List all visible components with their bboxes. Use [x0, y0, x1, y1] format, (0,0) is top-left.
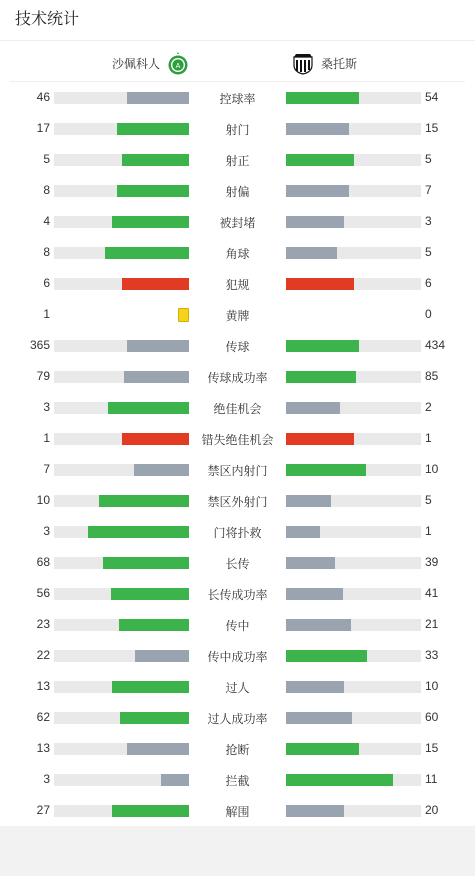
stat-row — [0, 82, 475, 113]
home-stat-bar-fill — [119, 619, 189, 631]
stat-label: 解围 — [225, 805, 250, 819]
away-stat-value: 0 — [425, 307, 432, 321]
home-stat-value: 5 — [43, 152, 50, 166]
home-stat-value: 1 — [43, 307, 50, 321]
home-stat-bar-fill — [99, 495, 189, 507]
stat-row — [0, 268, 475, 299]
stat-label: 门将扑救 — [213, 526, 262, 540]
away-stat-value: 39 — [425, 555, 439, 569]
home-stat-value: 7 — [43, 462, 50, 476]
away-stat-bar-fill — [286, 185, 349, 197]
away-stat-bar — [286, 154, 421, 166]
away-stat-bar — [286, 588, 421, 600]
home-stat-value: 3 — [43, 772, 50, 786]
away-stat-value: 85 — [425, 369, 439, 383]
stat-label: 传中 — [225, 619, 250, 633]
stat-label: 禁区内射门 — [207, 464, 268, 478]
away-stat-value: 11 — [425, 772, 438, 786]
home-stat-bar-fill — [122, 278, 190, 290]
away-stat-bar-fill — [286, 526, 320, 538]
home-stat-value: 46 — [36, 90, 50, 104]
home-stat-value: 56 — [36, 586, 50, 600]
stat-row — [0, 764, 475, 795]
away-stat-bar-fill — [286, 495, 331, 507]
away-stat-value: 41 — [425, 586, 439, 600]
home-stat-value: 79 — [36, 369, 50, 383]
home-team[interactable] — [112, 51, 190, 75]
stat-label: 过人 — [225, 681, 250, 695]
stat-row — [0, 144, 475, 175]
away-stat-bar-fill — [286, 805, 344, 817]
santos-crest-icon — [291, 51, 315, 75]
stat-row — [0, 609, 475, 640]
away-stat-bar-fill — [286, 588, 343, 600]
chapecoense-crest-icon — [166, 51, 190, 75]
away-stat-bar-fill — [286, 464, 366, 476]
home-stat-value: 13 — [36, 741, 50, 755]
home-stat-bar — [54, 340, 189, 352]
stat-row — [0, 299, 475, 330]
away-team[interactable] — [291, 51, 357, 75]
away-stat-bar-fill — [286, 712, 352, 724]
away-stat-bar — [286, 619, 421, 631]
home-stat-bar — [54, 247, 189, 259]
away-stat-value: 3 — [425, 214, 432, 228]
away-stat-value: 5 — [425, 245, 432, 259]
away-stat-bar-fill — [286, 557, 335, 569]
home-stat-value: 365 — [29, 338, 50, 352]
home-team-name: 沙佩科人 — [111, 56, 160, 71]
home-stat-bar-fill — [117, 185, 189, 197]
home-stat-bar-fill — [112, 805, 189, 817]
away-stat-value: 7 — [425, 183, 432, 197]
stat-label: 控球率 — [219, 92, 256, 106]
home-stat-bar — [54, 433, 189, 445]
stat-row — [0, 113, 475, 144]
home-stat-bar — [54, 92, 189, 104]
away-stat-bar — [286, 92, 421, 104]
away-stat-bar-fill — [286, 154, 354, 166]
stat-row — [0, 330, 475, 361]
home-stat-bar-fill — [135, 650, 189, 662]
stat-label: 传球 — [225, 340, 250, 354]
home-stat-bar — [54, 278, 189, 290]
away-stat-value: 10 — [425, 462, 439, 476]
away-stat-value: 5 — [425, 152, 432, 166]
away-stat-bar — [286, 774, 421, 786]
away-stat-bar-fill — [286, 774, 393, 786]
away-stat-value: 60 — [425, 710, 439, 724]
away-stat-bar-fill — [286, 743, 359, 755]
away-stat-value: 6 — [425, 276, 432, 290]
home-stat-bar-fill — [124, 371, 189, 383]
stat-row — [0, 361, 475, 392]
home-stat-bar — [54, 650, 189, 662]
stat-row — [0, 733, 475, 764]
home-stat-bar-fill — [117, 123, 189, 135]
home-stat-value: 22 — [36, 648, 50, 662]
stat-label: 黄牌 — [225, 309, 250, 323]
home-stat-bar-fill — [127, 743, 189, 755]
away-team-name: 桑托斯 — [321, 56, 358, 71]
home-stat-bar — [54, 495, 189, 507]
home-stat-bar-fill — [127, 92, 189, 104]
svg-text:A: A — [175, 63, 181, 70]
home-stat-value: 3 — [43, 524, 50, 538]
away-stat-bar — [286, 650, 421, 662]
stat-label: 禁区外射门 — [207, 495, 268, 509]
stat-row — [0, 702, 475, 733]
stat-row — [0, 485, 475, 516]
away-stat-bar — [286, 526, 421, 538]
home-stat-bar — [54, 588, 189, 600]
home-stat-bar — [54, 185, 189, 197]
away-stat-bar — [286, 216, 421, 228]
stat-row — [0, 640, 475, 671]
away-stat-value: 33 — [425, 648, 439, 662]
away-stat-bar — [286, 464, 421, 476]
page-title: 技术统计 — [0, 0, 475, 41]
stat-label: 拦截 — [225, 774, 250, 788]
away-stat-value: 54 — [425, 90, 439, 104]
away-stat-bar-fill — [286, 681, 344, 693]
home-stat-value: 27 — [36, 803, 50, 817]
home-stat-bar — [54, 371, 189, 383]
stat-row — [0, 206, 475, 237]
home-stat-bar-fill — [127, 340, 189, 352]
stat-row — [0, 547, 475, 578]
away-stat-bar-fill — [286, 278, 354, 290]
away-stat-value: 5 — [425, 493, 432, 507]
away-stat-value: 1 — [425, 524, 432, 538]
stat-row — [0, 795, 475, 826]
home-stat-bar — [54, 154, 189, 166]
home-stat-value: 1 — [43, 431, 50, 445]
stat-label: 角球 — [225, 247, 250, 261]
stat-label: 被封堵 — [219, 216, 256, 230]
home-stat-bar-fill — [103, 557, 189, 569]
stat-label: 过人成功率 — [207, 712, 268, 726]
away-stat-bar — [286, 402, 421, 414]
home-stat-bar-fill — [111, 588, 189, 600]
home-stat-bar-fill — [120, 712, 189, 724]
home-stat-bar — [54, 216, 189, 228]
away-stat-bar-fill — [286, 216, 344, 228]
stat-label: 长传 — [225, 557, 250, 571]
home-stat-bar-fill — [112, 216, 189, 228]
away-stat-bar-fill — [286, 123, 349, 135]
away-stat-bar-fill — [286, 650, 367, 662]
stat-row — [0, 175, 475, 206]
away-stat-bar — [286, 712, 421, 724]
home-stat-bar-fill — [105, 247, 189, 259]
home-stat-bar — [54, 774, 189, 786]
home-stat-bar-fill — [161, 774, 189, 786]
home-stat-value: 17 — [36, 121, 50, 135]
away-stat-bar-fill — [286, 340, 359, 352]
stat-row — [0, 516, 475, 547]
stat-label: 抢断 — [225, 743, 250, 757]
home-stat-bar — [54, 743, 189, 755]
stat-row — [0, 671, 475, 702]
home-stat-bar-fill — [134, 464, 189, 476]
away-stat-value: 21 — [425, 617, 439, 631]
away-stat-bar — [286, 278, 421, 290]
stat-label: 传中成功率 — [207, 650, 268, 664]
away-stat-bar — [286, 433, 421, 445]
away-stat-value: 15 — [425, 121, 439, 135]
away-stat-bar — [286, 495, 421, 507]
home-stat-bar — [54, 712, 189, 724]
stat-label: 射正 — [225, 154, 250, 168]
away-stat-bar-fill — [286, 247, 337, 259]
stat-label: 长传成功率 — [207, 588, 268, 602]
stat-label: 传球成功率 — [207, 371, 268, 385]
home-stat-bar — [54, 805, 189, 817]
stat-row — [0, 392, 475, 423]
home-stat-bar — [54, 681, 189, 693]
home-stat-bar-fill — [122, 433, 190, 445]
away-stat-bar-fill — [286, 371, 356, 383]
home-stat-bar — [54, 123, 189, 135]
home-stat-value: 6 — [43, 276, 50, 290]
home-stat-value: 62 — [36, 710, 50, 724]
home-stat-bar — [54, 402, 189, 414]
away-stat-value: 20 — [425, 803, 439, 817]
home-stat-value: 8 — [43, 245, 50, 259]
away-stat-bar — [286, 247, 421, 259]
stat-label: 错失绝佳机会 — [201, 433, 274, 447]
away-stat-bar — [286, 681, 421, 693]
away-stat-value: 434 — [425, 338, 446, 352]
home-stat-bar — [54, 557, 189, 569]
home-stat-bar-fill — [122, 154, 190, 166]
home-stat-value: 4 — [43, 214, 50, 228]
away-stat-value: 10 — [425, 679, 439, 693]
away-stat-bar — [286, 185, 421, 197]
away-stat-bar-fill — [286, 402, 340, 414]
away-stat-bar — [286, 123, 421, 135]
stat-label: 犯规 — [225, 278, 250, 292]
away-stat-bar — [286, 805, 421, 817]
stat-row — [0, 578, 475, 609]
away-stat-bar-fill — [286, 619, 351, 631]
home-stat-bar — [54, 526, 189, 538]
stat-label: 绝佳机会 — [213, 402, 262, 416]
away-stat-bar-fill — [286, 92, 359, 104]
home-stat-value: 8 — [43, 183, 50, 197]
away-stat-value: 1 — [425, 431, 432, 445]
yellow-card-icon — [178, 308, 189, 322]
stat-row — [0, 454, 475, 485]
home-stat-value: 13 — [36, 679, 50, 693]
stat-row — [0, 237, 475, 268]
home-stat-value: 23 — [36, 617, 50, 631]
home-stat-value: 68 — [36, 555, 50, 569]
home-stat-bar — [54, 619, 189, 631]
home-stat-bar-fill — [88, 526, 189, 538]
away-stat-value: 15 — [425, 741, 439, 755]
home-stat-bar — [54, 464, 189, 476]
stats-list — [0, 82, 475, 826]
home-stat-bar-fill — [108, 402, 189, 414]
away-stat-bar — [286, 557, 421, 569]
home-stat-bar-fill — [112, 681, 189, 693]
away-stat-bar — [286, 743, 421, 755]
away-stat-bar — [286, 371, 421, 383]
away-stat-bar — [286, 340, 421, 352]
away-stat-bar-fill — [286, 433, 354, 445]
teams-header — [10, 41, 465, 82]
away-stat-value: 2 — [425, 400, 432, 414]
stat-label: 射门 — [225, 123, 250, 137]
home-stat-value: 10 — [36, 493, 50, 507]
stat-row — [0, 423, 475, 454]
home-stat-value: 3 — [43, 400, 50, 414]
stat-label: 射偏 — [225, 185, 250, 199]
